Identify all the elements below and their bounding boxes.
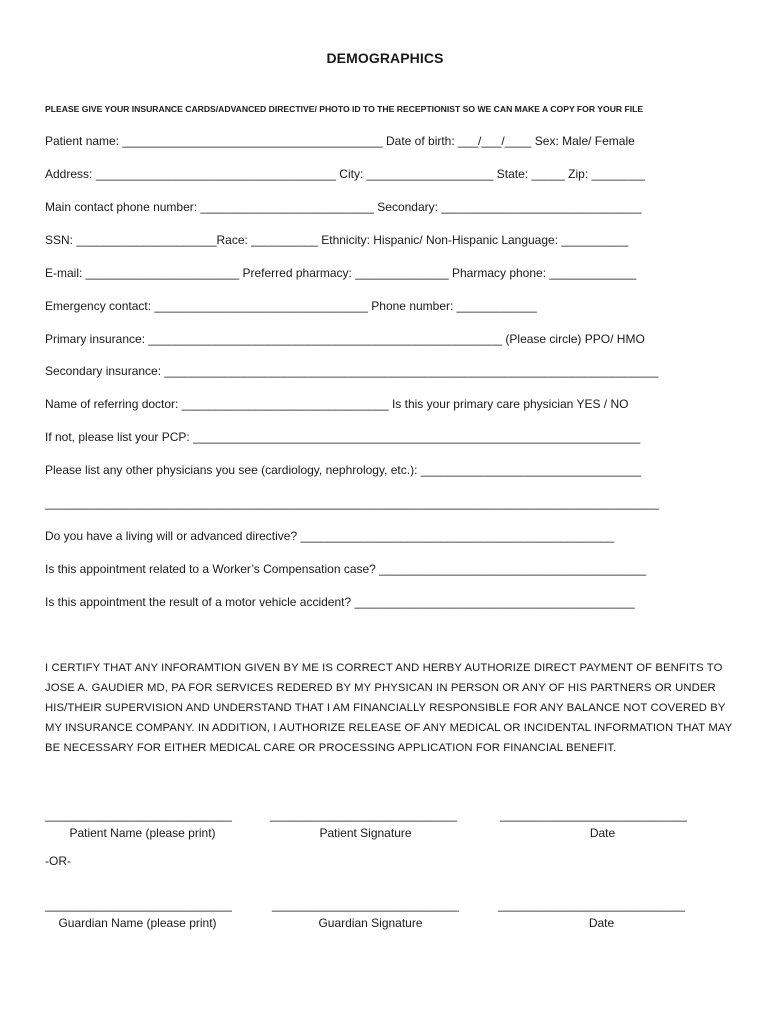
referring-doctor-field[interactable]: Name of referring doctor: _______________________________ Is this your primary care physician YES / NO	[45, 397, 629, 411]
pcp-field[interactable]: If not, please list your PCP: ___________________________________________________________________	[45, 430, 641, 444]
workers-comp-field[interactable]: Is this appointment related to a Worker’s Compensation case? ________________________________________	[45, 562, 647, 576]
patient-signature-label: Patient Signature	[319, 826, 412, 840]
ssn-race-ethnicity-field[interactable]: SSN: _____________________Race: __________ Ethnicity: Hispanic/ Non-Hispanic Language: __________	[45, 233, 629, 247]
guardian-name-line[interactable]: ____________________________	[45, 898, 232, 912]
patient-date-line[interactable]: ____________________________	[500, 808, 687, 822]
secondary-insurance-field[interactable]: Secondary insurance: __________________________________________________________________________	[45, 364, 659, 378]
phone-field[interactable]: Main contact phone number: __________________________ Secondary: ______________________________	[45, 200, 642, 214]
patient-name-line[interactable]: ____________________________	[45, 808, 232, 822]
motor-vehicle-field[interactable]: Is this appointment the result of a motor vehicle accident? __________________________________________	[45, 595, 635, 609]
primary-insurance-field[interactable]: Primary insurance: _____________________________________________________ (Please circle) PPO/ HMO	[45, 332, 645, 346]
guardian-signature-label: Guardian Signature	[318, 916, 423, 930]
guardian-signature-line[interactable]: ____________________________	[272, 898, 459, 912]
certification-statement: I CERTIFY THAT ANY INFORAMTION GIVEN BY ME IS CORRECT AND HERBY AUTHORIZE DIRECT PAYMENT OF BENFITS TO JOSE A. GAUDIER MD, PA FOR SERVICES REDERED BY MY PHYSICAN IN PERSON OR ANY OF HIS PARTNERS OR UNDER HIS/THEIR SUPERVISION AND UNDERSTAND THAT I AM FINANCIALLY RESPONSIBLE FOR ANY BALANCE NOT COVERED BY MY INSURANCE COMPANY. IN ADDITION, I AUTHORIZE RELEASE OF ANY MEDICAL OR INCIDENTAL INFORMATION THAT MAY BE NECESSARY FOR EITHER MEDICAL CARE OR PROCESSING APPLICATION FOR FINANCIAL BENEFIT.	[45, 662, 733, 754]
patient-date-label: Date	[589, 826, 616, 840]
patient-name-dob-sex-field[interactable]: Patient name: _______________________________________ Date of birth: ___/___/____ Sex: Male/ Female	[45, 134, 635, 148]
living-will-field[interactable]: Do you have a living will or advanced directive? _______________________________________________	[45, 529, 615, 543]
address-field[interactable]: Address: ____________________________________ City: ___________________ State: _____ Zip: ________	[45, 167, 645, 181]
patient-signature-line[interactable]: ____________________________	[270, 808, 457, 822]
patient-name-label: Patient Name (please print)	[69, 826, 216, 840]
guardian-date-line[interactable]: ____________________________	[498, 898, 685, 912]
other-physicians-continuation[interactable]: ____________________________________________________________________________________________	[45, 496, 659, 510]
instruction-text: PLEASE GIVE YOUR INSURANCE CARDS/ADVANCED DIRECTIVE/ PHOTO ID TO THE RECEPTIONIST SO WE CAN MAKE A COPY FOR YOUR FILE	[45, 104, 644, 114]
email-pharmacy-field[interactable]: E-mail: _______________________ Preferred pharmacy: ______________ Pharmacy phone: _____________	[45, 266, 637, 280]
page-title: DEMOGRAPHICS	[326, 50, 444, 66]
guardian-date-label: Date	[588, 916, 615, 930]
guardian-name-label: Guardian Name (please print)	[58, 916, 217, 930]
or-separator: -OR-	[45, 854, 71, 868]
emergency-contact-field[interactable]: Emergency contact: ________________________________ Phone number: ____________	[45, 299, 537, 313]
other-physicians-field[interactable]: Please list any other physicians you see (cardiology, nephrology, etc.): _________________________________	[45, 463, 641, 477]
